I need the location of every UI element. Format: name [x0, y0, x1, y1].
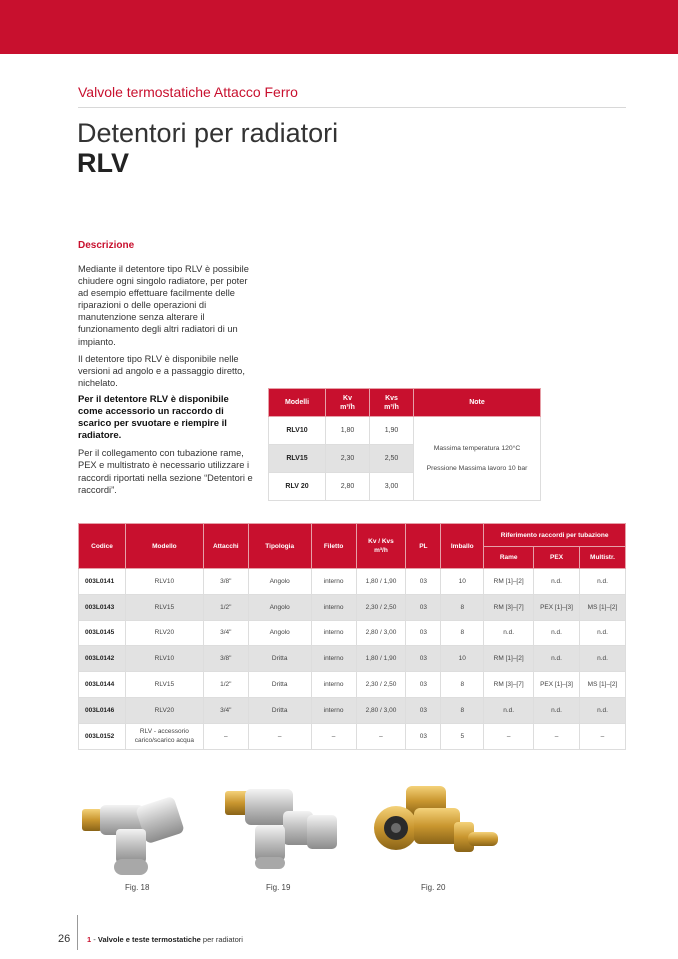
models-header-cell: Kv m³/h [326, 389, 370, 417]
table-cell: Angolo [248, 569, 311, 595]
product-code: 003L0142 [79, 646, 126, 672]
codes-table [78, 523, 626, 750]
models-cell: 1,90 [370, 417, 414, 445]
table-row [79, 646, 626, 672]
description-text [78, 263, 256, 501]
table-cell: RLV20 [125, 697, 203, 723]
table-cell: interno [311, 697, 356, 723]
section-title: Valvole termostatiche Attacco Ferro [78, 84, 298, 100]
table-cell: 03 [406, 569, 441, 595]
table-cell: n.d. [534, 697, 580, 723]
footer-separator: - [93, 935, 96, 944]
table-cell: RM [1]–[2] [484, 569, 534, 595]
codes-header-cell: Kv / Kvs m³/h [356, 524, 406, 569]
top-color-bar [0, 0, 678, 54]
models-cell: 3,00 [370, 473, 414, 501]
product-code: 003L0143 [79, 594, 126, 620]
table-cell: 1,80 / 1,90 [356, 569, 406, 595]
table-cell: 8 [441, 620, 484, 646]
angle-valve-image [78, 785, 198, 880]
codes-header-cell: Modello [125, 524, 203, 569]
description-heading: Descrizione [78, 240, 135, 251]
table-cell: 10 [441, 646, 484, 672]
table-cell: 2,30 / 2,50 [356, 672, 406, 698]
models-cell: 2,50 [370, 445, 414, 473]
table-row [79, 723, 626, 749]
table-cell: Angolo [248, 620, 311, 646]
drain-fitting-image [370, 778, 502, 878]
product-code: 003L0141 [79, 569, 126, 595]
models-cell: RLV10 [269, 417, 326, 445]
chapter-number: 1 [87, 935, 92, 944]
table-cell: RLV20 [125, 620, 203, 646]
table-cell: MS [1]–[2] [579, 594, 625, 620]
table-cell: 3/4" [203, 697, 248, 723]
table-cell: 2,80 / 3,00 [356, 620, 406, 646]
models-header-cell: Kvs m³/h [370, 389, 414, 417]
table-cell: 03 [406, 723, 441, 749]
table-cell: n.d. [579, 697, 625, 723]
product-code: 003L0146 [79, 697, 126, 723]
table-cell: 3/8" [203, 646, 248, 672]
table-cell: Dritta [248, 672, 311, 698]
table-cell: RLV - accessorio carico/scarico acqua [125, 723, 203, 749]
models-cell: 1,80 [326, 417, 370, 445]
description-paragraph: Per il collegamento con tubazione rame, PEX e multistrato è necessario utilizzare i raccordi riportati nella sezione “Detentori e raccordi”. [78, 448, 253, 495]
table-cell: n.d. [579, 620, 625, 646]
table-row [79, 697, 626, 723]
figure-caption: Fig. 20 [421, 883, 446, 892]
description-highlight: Per il detentore RLV è disponibile come accessorio un raccordo di scarico per svuotare e riempire il radiatore. [78, 393, 229, 442]
table-cell: 1/2" [203, 594, 248, 620]
table-cell: 03 [406, 697, 441, 723]
models-header-cell: Note [414, 389, 541, 417]
models-cell: RLV15 [269, 445, 326, 473]
codes-header-cell: Imballo [441, 524, 484, 569]
table-cell: 03 [406, 620, 441, 646]
codes-header-cell: Attacchi [203, 524, 248, 569]
table-cell: interno [311, 569, 356, 595]
table-cell: – [484, 723, 534, 749]
description-paragraph: Mediante il detentore tipo RLV è possibile chiudere ogni singolo radiatore, per poter ad esempio effettuare facilmente delle riparazioni o delle operazioni di manutenzione senza alterare il funzionamento degli altri radiatori di un impianto. [78, 264, 249, 347]
table-cell: – [534, 723, 580, 749]
table-cell: n.d. [579, 569, 625, 595]
table-cell: MS [1]–[2] [579, 672, 625, 698]
straight-valve-image [223, 785, 343, 880]
table-row [79, 620, 626, 646]
table-cell: Angolo [248, 594, 311, 620]
table-cell: PEX [1]–[3] [534, 672, 580, 698]
table-row [79, 569, 626, 595]
table-cell: 8 [441, 672, 484, 698]
table-cell: RLV10 [125, 569, 203, 595]
chapter-title-rest: per radiatori [202, 935, 243, 944]
codes-header-cell: PL [406, 524, 441, 569]
description-paragraph: Il detentore tipo RLV è disponibile nelle versioni ad angolo e a passaggio diretto, nichelato. [78, 353, 245, 388]
codes-subheader-cell: PEX [534, 547, 580, 569]
table-cell: 03 [406, 672, 441, 698]
table-cell: RLV15 [125, 594, 203, 620]
table-cell: RLV10 [125, 646, 203, 672]
table-cell: n.d. [534, 569, 580, 595]
table-cell: interno [311, 672, 356, 698]
models-notes [414, 417, 541, 501]
table-row [79, 594, 626, 620]
table-cell: RM [3]–[7] [484, 594, 534, 620]
footer-text [87, 935, 243, 944]
table-cell: – [311, 723, 356, 749]
table-cell: interno [311, 594, 356, 620]
table-cell: 2,80 / 3,00 [356, 697, 406, 723]
table-cell: n.d. [534, 620, 580, 646]
table-cell: – [203, 723, 248, 749]
table-cell: Dritta [248, 646, 311, 672]
table-cell: 3/4" [203, 620, 248, 646]
table-cell: n.d. [484, 620, 534, 646]
table-cell: 8 [441, 697, 484, 723]
table-cell: – [248, 723, 311, 749]
models-cell: 2,80 [326, 473, 370, 501]
note-max-temperature: Massima temperatura 120°C [433, 444, 521, 452]
models-table [268, 388, 541, 501]
chapter-title: Valvole e teste termostatiche [97, 935, 201, 944]
table-cell: n.d. [484, 697, 534, 723]
table-cell: interno [311, 646, 356, 672]
table-cell: 03 [406, 646, 441, 672]
table-row [79, 672, 626, 698]
codes-header-group: Riferimento raccordi per tubazione [484, 524, 626, 547]
table-cell: – [356, 723, 406, 749]
table-cell: 3/8" [203, 569, 248, 595]
table-cell: RLV15 [125, 672, 203, 698]
table-cell: 2,30 / 2,50 [356, 594, 406, 620]
codes-header-cell: Codice [79, 524, 126, 569]
product-code: 003L0152 [79, 723, 126, 749]
codes-header-cell: Filetto [311, 524, 356, 569]
table-cell: 1,80 / 1,90 [356, 646, 406, 672]
codes-subheader-cell: Multistr. [579, 547, 625, 569]
table-cell: RM [3]–[7] [484, 672, 534, 698]
note-max-pressure: Pressione Massima lavoro 10 bar [426, 464, 528, 472]
models-cell: RLV 20 [269, 473, 326, 501]
product-code: 003L0144 [79, 672, 126, 698]
section-divider [78, 107, 626, 108]
page-title: Detentori per radiatori [77, 118, 339, 148]
figure-caption: Fig. 18 [125, 883, 150, 892]
models-cell: 2,30 [326, 445, 370, 473]
table-cell: interno [311, 620, 356, 646]
table-cell: 1/2" [203, 672, 248, 698]
table-cell: n.d. [534, 646, 580, 672]
product-code: 003L0145 [79, 620, 126, 646]
models-header-cell: Modelli [269, 389, 326, 417]
table-cell: 10 [441, 569, 484, 595]
table-cell: 5 [441, 723, 484, 749]
footer-divider [77, 915, 78, 950]
table-cell: 03 [406, 594, 441, 620]
table-cell: – [579, 723, 625, 749]
table-cell: RM [1]–[2] [484, 646, 534, 672]
page-subtitle: RLV [77, 148, 129, 178]
table-cell: PEX [1]–[3] [534, 594, 580, 620]
figure-caption: Fig. 19 [266, 883, 291, 892]
table-cell: n.d. [579, 646, 625, 672]
codes-subheader-cell: Rame [484, 547, 534, 569]
codes-header-cell: Tipologia [248, 524, 311, 569]
table-cell: Dritta [248, 697, 311, 723]
page-number: 26 [58, 933, 71, 945]
table-cell: 8 [441, 594, 484, 620]
